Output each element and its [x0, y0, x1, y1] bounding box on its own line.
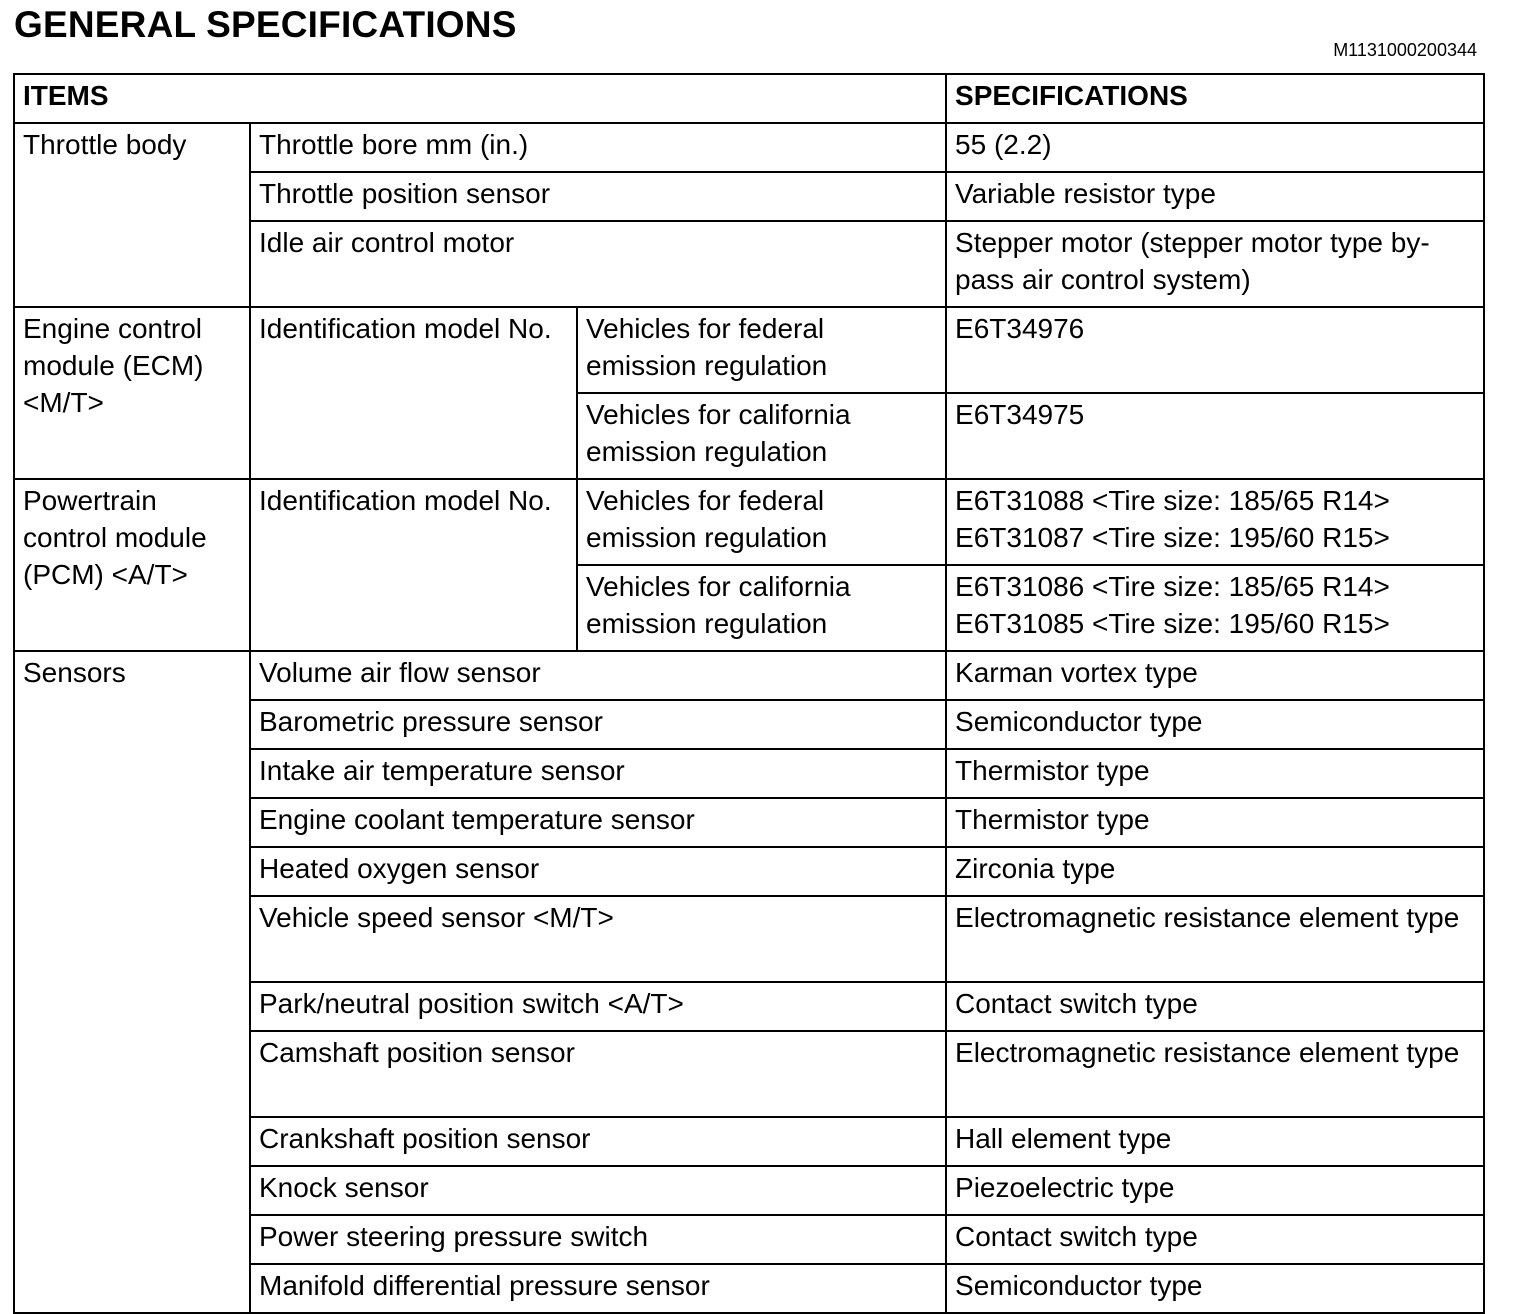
item-cell: Power steering pressure switch	[250, 1215, 946, 1264]
group-label-sensors: Sensors	[14, 651, 250, 1313]
condition-cell: Vehicles for california emission regulation	[577, 565, 946, 651]
spec-cell: E6T34976	[946, 307, 1484, 393]
table-row	[14, 307, 1484, 393]
item-cell: Park/neutral position switch <A/T>	[250, 982, 946, 1031]
spec-cell: 55 (2.2)	[946, 123, 1484, 172]
condition-cell: Vehicles for california emission regulation	[577, 393, 946, 479]
condition-cell: Vehicles for federal emission regulation	[577, 307, 946, 393]
item-cell: Throttle bore mm (in.)	[250, 123, 946, 172]
item-cell: Throttle position sensor	[250, 172, 946, 221]
spec-line: E6T31087 <Tire size: 195/60 R15>	[955, 522, 1390, 553]
spec-cell: Hall element type	[946, 1117, 1484, 1166]
spec-line: E6T31086 <Tire size: 185/65 R14>	[955, 571, 1390, 602]
specifications-table	[13, 73, 1485, 1314]
page-title: GENERAL SPECIFICATIONS	[14, 4, 517, 45]
item-cell: Crankshaft position sensor	[250, 1117, 946, 1166]
table-row	[14, 479, 1484, 565]
spec-cell: Semiconductor type	[946, 1264, 1484, 1313]
sub-label-identification-model: Identification model No.	[250, 479, 577, 651]
item-cell: Manifold differential pressure sensor	[250, 1264, 946, 1313]
item-cell: Camshaft position sensor	[250, 1031, 946, 1117]
item-cell: Barometric pressure sensor	[250, 700, 946, 749]
item-cell: Knock sensor	[250, 1166, 946, 1215]
spec-cell: Piezoelectric type	[946, 1166, 1484, 1215]
table-row	[14, 123, 1484, 172]
spec-cell: Thermistor type	[946, 798, 1484, 847]
spec-cell: Electromagnetic resistance element type	[946, 896, 1484, 982]
spec-cell: Electromagnetic resistance element type	[946, 1031, 1484, 1117]
spec-cell	[946, 565, 1484, 651]
item-cell: Engine coolant temperature sensor	[250, 798, 946, 847]
spec-cell	[946, 479, 1484, 565]
spec-cell: Semiconductor type	[946, 700, 1484, 749]
item-cell: Idle air control motor	[250, 221, 946, 307]
spec-line: E6T31088 <Tire size: 185/65 R14>	[955, 485, 1390, 516]
item-cell: Volume air flow sensor	[250, 651, 946, 700]
header-specifications: SPECIFICATIONS	[946, 74, 1484, 123]
item-cell: Intake air temperature sensor	[250, 749, 946, 798]
group-label-pcm: Powertrain control module (PCM) <A/T>	[14, 479, 250, 651]
condition-cell: Vehicles for federal emission regulation	[577, 479, 946, 565]
group-label-ecm: Engine control module (ECM) <M/T>	[14, 307, 250, 479]
header-items: ITEMS	[14, 74, 946, 123]
sub-label-identification-model: Identification model No.	[250, 307, 577, 479]
item-cell: Vehicle speed sensor <M/T>	[250, 896, 946, 982]
spec-cell: Karman vortex type	[946, 651, 1484, 700]
spec-cell: Zirconia type	[946, 847, 1484, 896]
spec-cell: Contact switch type	[946, 1215, 1484, 1264]
table-row	[14, 651, 1484, 700]
spec-cell: Variable resistor type	[946, 172, 1484, 221]
spec-line: E6T31085 <Tire size: 195/60 R15>	[955, 608, 1390, 639]
spec-cell: Contact switch type	[946, 982, 1484, 1031]
spec-cell: Thermistor type	[946, 749, 1484, 798]
table-header-row	[14, 74, 1484, 123]
item-cell: Heated oxygen sensor	[250, 847, 946, 896]
document-id: M1131000200344	[1333, 40, 1477, 60]
spec-cell: E6T34975	[946, 393, 1484, 479]
group-label-throttle-body: Throttle body	[14, 123, 250, 307]
spec-cell: Stepper motor (stepper motor type by-pass air control system)	[946, 221, 1484, 307]
